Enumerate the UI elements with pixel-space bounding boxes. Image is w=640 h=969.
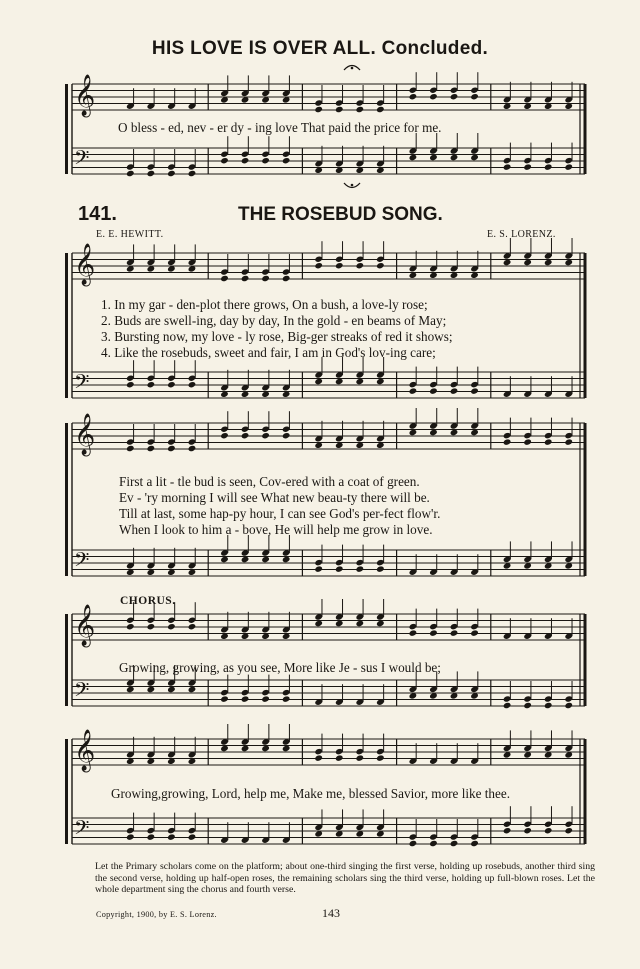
verse-1-line-2: First a lit - tle bud is seen, Cov-ered with a coat of green. [119,474,420,489]
author-music: E. S. LORENZ. [487,229,556,240]
treble-clef-icon: 𝄞 [74,730,96,771]
note-head [564,438,573,445]
system-brace [65,614,68,706]
note-head [376,262,385,269]
note-head [544,702,553,709]
treble-clef-icon: 𝄞 [74,414,96,455]
note-head [450,387,459,394]
note-head [241,432,250,439]
note-head [126,833,135,840]
note-head [167,381,176,388]
note-head [126,623,135,630]
note-head [220,275,229,282]
treble-clef-icon: 𝄞 [74,244,96,285]
author-words: E. E. HEWITT. [96,229,164,240]
note-head [523,827,532,834]
note-head [503,438,512,445]
note-head [220,695,229,702]
note-head [188,445,197,452]
fermata-dot [351,67,354,70]
note-head [429,387,438,394]
copyright-notice: Copyright, 1900, by E. S. Lorenz. [96,910,217,919]
continued-hymn-title: HIS LOVE IS OVER ALL. Concluded. [151,38,489,59]
note-head [429,840,438,847]
note-head [335,262,344,269]
bass-clef-icon: 𝄢 [74,816,90,844]
note-head [314,754,323,761]
note-head [241,275,250,282]
note-head [147,833,156,840]
continued-lyric: O bless - ed, nev - er dy - ing love That paid the price for me. [118,120,442,135]
note-head [503,702,512,709]
note-head [261,157,270,164]
note-head [314,106,323,113]
note-head [188,170,197,177]
system-brace [65,739,68,844]
note-head [261,432,270,439]
note-head [188,381,197,388]
bass-clef-icon: 𝄢 [74,548,90,576]
note-head [356,565,365,572]
note-head [261,695,270,702]
note-head [167,170,176,177]
note-head [335,565,344,572]
treble-clef-icon: 𝄞 [74,605,96,646]
note-head [470,93,479,100]
fermata-dot [351,184,354,187]
note-head [241,695,250,702]
note-head [314,262,323,269]
note-head [376,754,385,761]
verse-1-line-1: 1. In my gar - den-plot there grows, On a bush, a love-ly rose; [101,297,428,312]
chorus-label: CHORUS. [120,595,176,607]
bass-clef-icon: 𝄢 [74,678,90,706]
note-head [282,695,291,702]
verse-3-line-2: Till at last, some hap-py hour, I can see God's per-fect flow'r. [119,506,441,521]
note-head [167,445,176,452]
chorus-lyric-2: Growing,growing, Lord, help me, Make me, blessed Savior, more like thee. [111,786,511,801]
note-head [409,387,418,394]
note-head [564,163,573,170]
note-head [147,445,156,452]
note-head [523,163,532,170]
note-head [282,432,291,439]
system-brace [65,423,68,576]
note-head [314,565,323,572]
note-head [335,106,344,113]
note-head [356,262,365,269]
note-head [356,754,365,761]
verse-4-line-1: 4. Like the rosebuds, sweet and fair, I am in God's lov-ing care; [101,345,436,360]
bass-clef-icon: 𝄢 [74,370,90,398]
note-head [220,157,229,164]
system-brace [65,84,68,174]
note-head [147,381,156,388]
note-head [450,840,459,847]
note-head [220,432,229,439]
note-head [503,827,512,834]
note-head [544,438,553,445]
note-head [409,629,418,636]
note-head [523,438,532,445]
note-head [564,702,573,709]
note-head [167,833,176,840]
note-head [261,275,270,282]
note-head [167,623,176,630]
verse-2-line-1: 2. Buds are swell-ing, day by day, In the gold - en beams of May; [101,313,447,328]
note-head [503,163,512,170]
hymn-number: 141. [78,203,117,225]
note-head [450,629,459,636]
note-head [523,702,532,709]
note-head [409,93,418,100]
note-head [429,93,438,100]
treble-clef-icon: 𝄞 [74,75,96,116]
note-head [126,381,135,388]
note-head [241,157,250,164]
note-head [450,93,459,100]
note-head [470,629,479,636]
hymn-title: THE ROSEBUD SONG. [238,204,443,225]
note-head [147,623,156,630]
chorus-lyric-1: Growing, growing, as you see, More like Je - sus I would be; [119,660,441,675]
note-head [376,106,385,113]
note-head [356,106,365,113]
note-head [282,275,291,282]
note-head [147,170,156,177]
note-head [470,840,479,847]
verse-2-line-2: Ev - 'ry morning I will see What new beau-ty there will be. [119,490,430,505]
bass-clef-icon: 𝄢 [74,146,90,174]
note-head [188,833,197,840]
note-head [335,754,344,761]
system-brace [65,253,68,398]
note-head [544,163,553,170]
verse-4-line-2: When I look to him a - bove, He will help me grow in love. [119,522,433,537]
note-head [126,170,135,177]
note-head [126,445,135,452]
note-head [282,157,291,164]
note-head [470,387,479,394]
note-head [564,827,573,834]
note-head [376,565,385,572]
note-head [188,623,197,630]
note-head [544,827,553,834]
verse-3-line-1: 3. Bursting now, my love - ly rose, Big-ger streaks of red it shows; [101,329,453,344]
note-head [409,840,418,847]
page-number: 143 [322,906,340,920]
performance-footnote: Let the Primary scholars come on the platform; about one-third singing the first verse, holding up rosebuds, another third sing the second verse, holding up half-open roses, the remaining scholars sing the third verse, holding up full-blown roses. Let the whole department sing the chorus and fourth verse. [95,861,595,896]
note-head [429,629,438,636]
